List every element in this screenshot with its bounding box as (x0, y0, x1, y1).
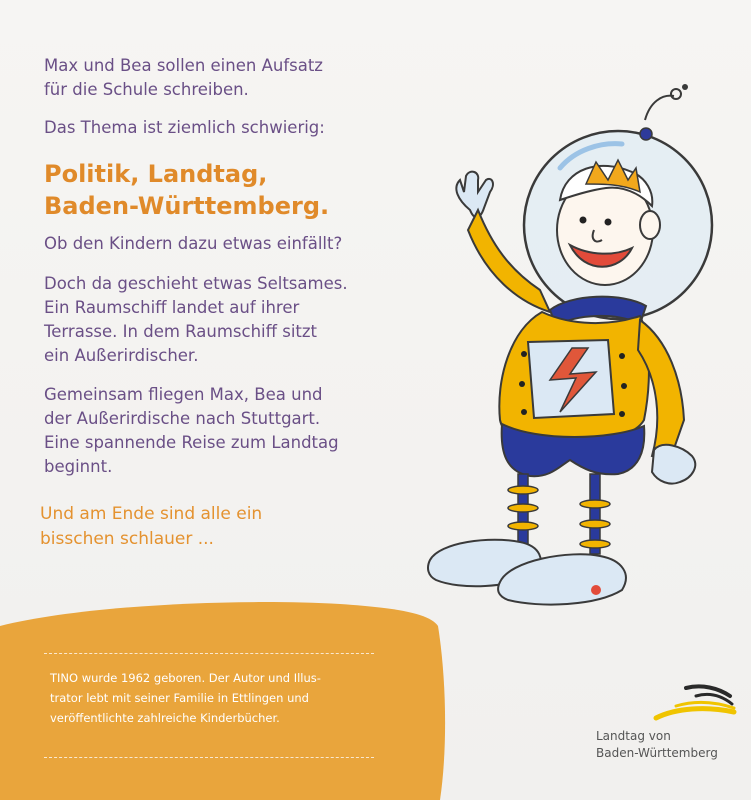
landtag-swoosh-icon (646, 678, 738, 722)
intro-paragraph-5 (44, 383, 339, 479)
intro-line: Max und Bea sollen einen Aufsatz (44, 56, 323, 75)
intro-line: Ein Raumschiff landet auf ihrer (44, 298, 300, 317)
closing-line: bisschen schlauer ... (40, 529, 214, 549)
intro-line: beginnt. (44, 457, 113, 476)
closing-text (40, 502, 262, 552)
astronaut-boy-icon (400, 80, 720, 640)
author-bio-line: TINO wurde 1962 geboren. Der Autor und Illus- (50, 671, 321, 685)
landtag-logo (596, 678, 736, 768)
divider-bottom (44, 757, 374, 758)
intro-paragraph-2: Das Thema ist ziemlich schwierig: (44, 118, 325, 137)
astronaut-boy-illustration (400, 80, 720, 640)
headline-line: Baden-Württemberg. (44, 192, 330, 220)
intro-line: Gemeinsam fliegen Max, Bea und (44, 385, 323, 404)
author-bio-line: trator lebt mit seiner Familie in Ettlingen und (50, 691, 309, 705)
intro-line: Doch da geschieht etwas Seltsames. (44, 274, 348, 293)
author-bio-line: veröffentlichte zahlreiche Kinderbücher. (50, 711, 280, 725)
headline (44, 158, 329, 222)
logo-text (596, 728, 718, 762)
author-bio (50, 668, 390, 728)
intro-paragraph-3: Ob den Kindern dazu etwas einfällt? (44, 234, 343, 253)
intro-line: Eine spannende Reise zum Landtag (44, 433, 339, 452)
intro-line: für die Schule schreiben. (44, 80, 249, 99)
intro-paragraph-1 (44, 54, 323, 102)
headline-line: Politik, Landtag, (44, 160, 268, 188)
intro-line: Terrasse. In dem Raumschiff sitzt (44, 322, 318, 341)
logo-line: Landtag von (596, 729, 671, 743)
divider-top (44, 653, 374, 654)
intro-line: ein Außerirdischer. (44, 346, 199, 365)
intro-paragraph-4 (44, 272, 348, 368)
closing-line: Und am Ende sind alle ein (40, 504, 263, 524)
intro-line: der Außerirdische nach Stuttgart. (44, 409, 321, 428)
logo-line: Baden-Württemberg (596, 746, 718, 760)
